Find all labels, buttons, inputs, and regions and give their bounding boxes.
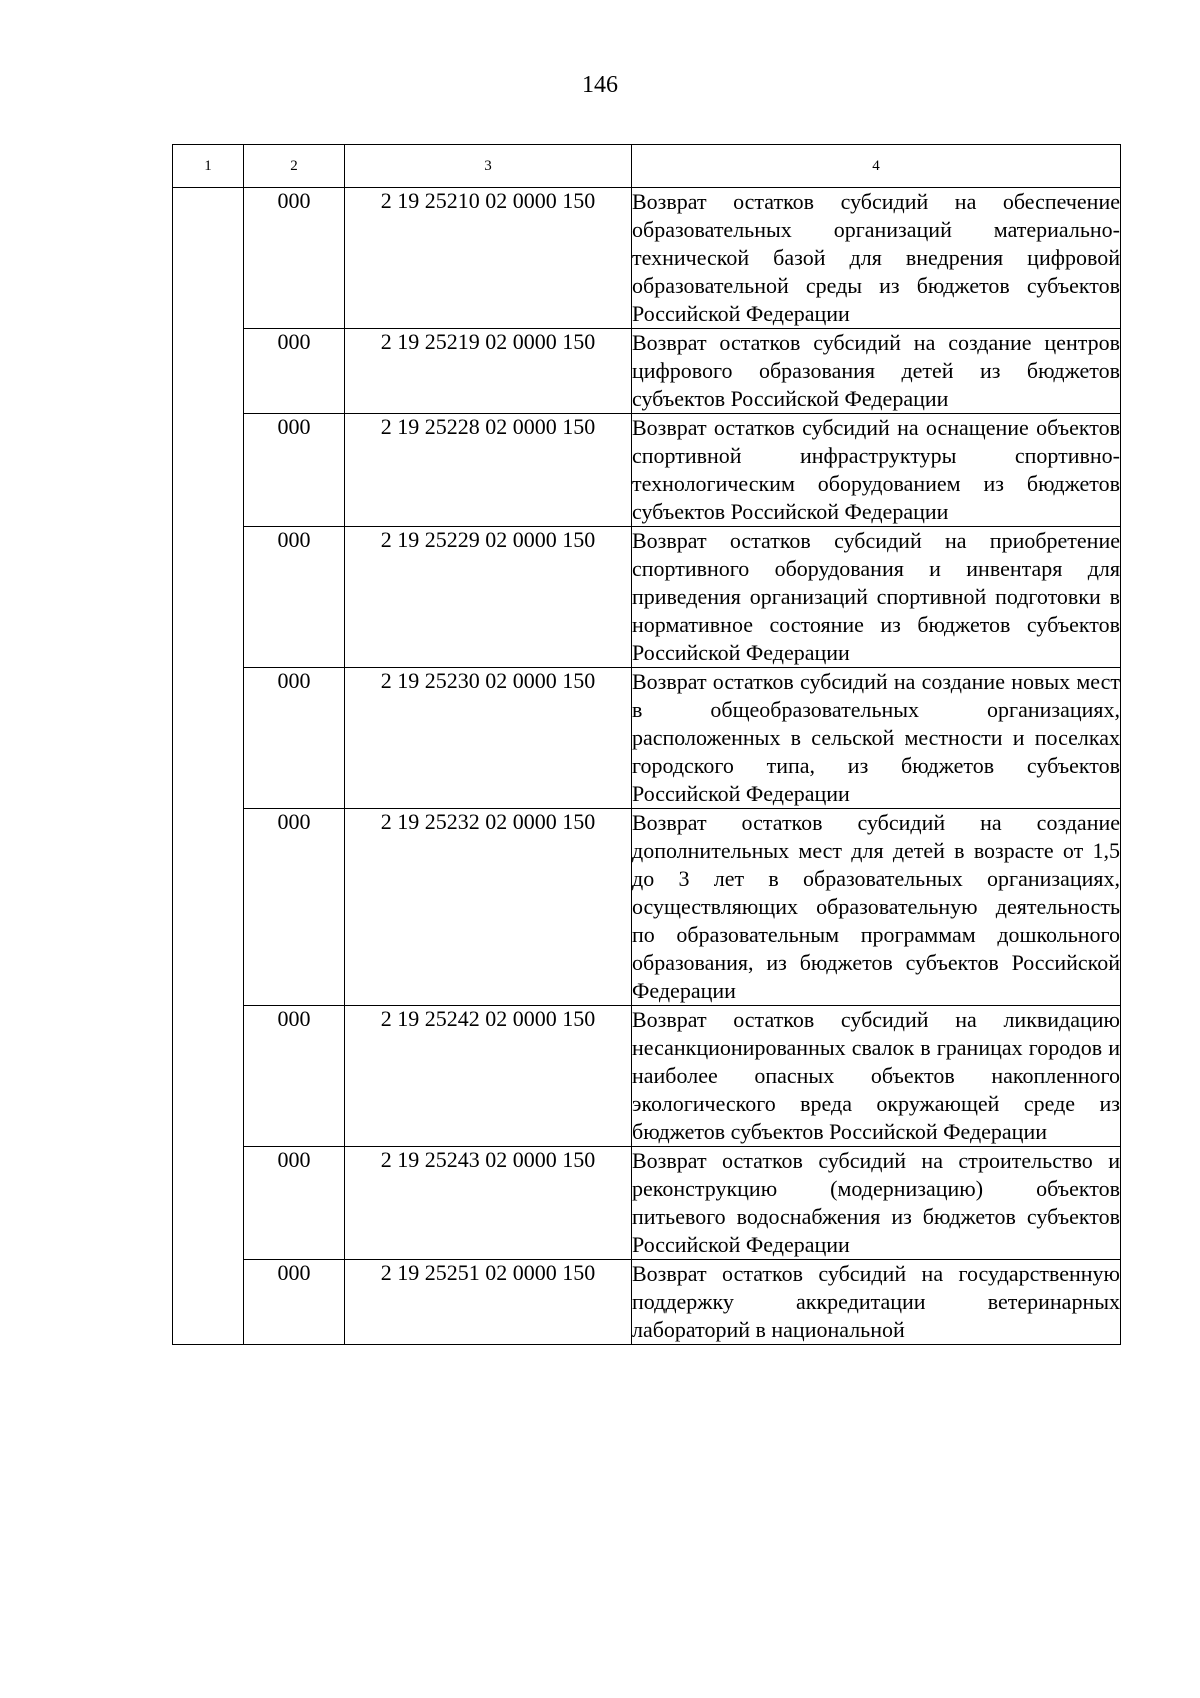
budget-code-cell: 2 19 25243 02 0000 150 (345, 1147, 632, 1260)
table-row (173, 668, 1121, 809)
column-header-1: 1 (173, 145, 244, 188)
column-1-cell (173, 188, 244, 1345)
admin-code-cell: 000 (244, 329, 345, 414)
description-cell: Возврат остатков субсидий на приобретение спортивного оборудования и инвентаря для приведения организаций спортивной подготовки в нормативное состояние из бюджетов субъектов Российской Федерации (632, 527, 1121, 668)
table-row (173, 1006, 1121, 1147)
admin-code-cell: 000 (244, 809, 345, 1006)
admin-code-cell: 000 (244, 1147, 345, 1260)
budget-classification-table (172, 144, 1121, 1345)
table-row (173, 414, 1121, 527)
description-cell: Возврат остатков субсидий на создание дополнительных мест для детей в возрасте от 1,5 до 3 лет в образовательных организациях, осуществляющих образовательную деятельность по образовательным программам дошкольного образования, из бюджетов субъектов Российской Федерации (632, 809, 1121, 1006)
table-row (173, 1260, 1121, 1345)
budget-code-cell: 2 19 25229 02 0000 150 (345, 527, 632, 668)
description-cell: Возврат остатков субсидий на ликвидацию несанкционированных свалок в границах городов и наиболее опасных объектов накопленного экологического вреда окружающей среде из бюджетов субъектов Российской Федерации (632, 1006, 1121, 1147)
budget-code-cell: 2 19 25230 02 0000 150 (345, 668, 632, 809)
table-row (173, 329, 1121, 414)
budget-code-cell: 2 19 25242 02 0000 150 (345, 1006, 632, 1147)
description-cell: Возврат остатков субсидий на создание центров цифрового образования детей из бюджетов субъектов Российской Федерации (632, 329, 1121, 414)
page-number: 146 (582, 72, 618, 98)
budget-code-cell: 2 19 25219 02 0000 150 (345, 329, 632, 414)
admin-code-cell: 000 (244, 527, 345, 668)
description-cell: Возврат остатков субсидий на строительство и реконструкцию (модернизацию) объектов питьевого водоснабжения из бюджетов субъектов Российской Федерации (632, 1147, 1121, 1260)
column-header-3: 3 (345, 145, 632, 188)
column-header-2: 2 (244, 145, 345, 188)
column-header-4: 4 (632, 145, 1121, 188)
budget-code-cell: 2 19 25228 02 0000 150 (345, 414, 632, 527)
budget-code-cell: 2 19 25210 02 0000 150 (345, 188, 632, 329)
table-row (173, 188, 1121, 329)
table-row (173, 809, 1121, 1006)
description-cell: Возврат остатков субсидий на создание новых мест в общеобразовательных организациях, расположенных в сельской местности и поселках городского типа, из бюджетов субъектов Российской Федерации (632, 668, 1121, 809)
table-body (173, 188, 1121, 1345)
admin-code-cell: 000 (244, 1006, 345, 1147)
table-row (173, 527, 1121, 668)
admin-code-cell: 000 (244, 1260, 345, 1345)
description-cell: Возврат остатков субсидий на обеспечение образовательных организаций материально-технической базой для внедрения цифровой образовательной среды из бюджетов субъектов Российской Федерации (632, 188, 1121, 329)
description-cell: Возврат остатков субсидий на оснащение объектов спортивной инфраструктуры спортивно-технологическим оборудованием из бюджетов субъектов Российской Федерации (632, 414, 1121, 527)
budget-code-cell: 2 19 25251 02 0000 150 (345, 1260, 632, 1345)
table-row (173, 1147, 1121, 1260)
budget-code-cell: 2 19 25232 02 0000 150 (345, 809, 632, 1006)
admin-code-cell: 000 (244, 414, 345, 527)
admin-code-cell: 000 (244, 188, 345, 329)
admin-code-cell: 000 (244, 668, 345, 809)
table-header-row (173, 145, 1121, 188)
description-cell: Возврат остатков субсидий на государственную поддержку аккредитации ветеринарных лабораторий в национальной (632, 1260, 1121, 1345)
